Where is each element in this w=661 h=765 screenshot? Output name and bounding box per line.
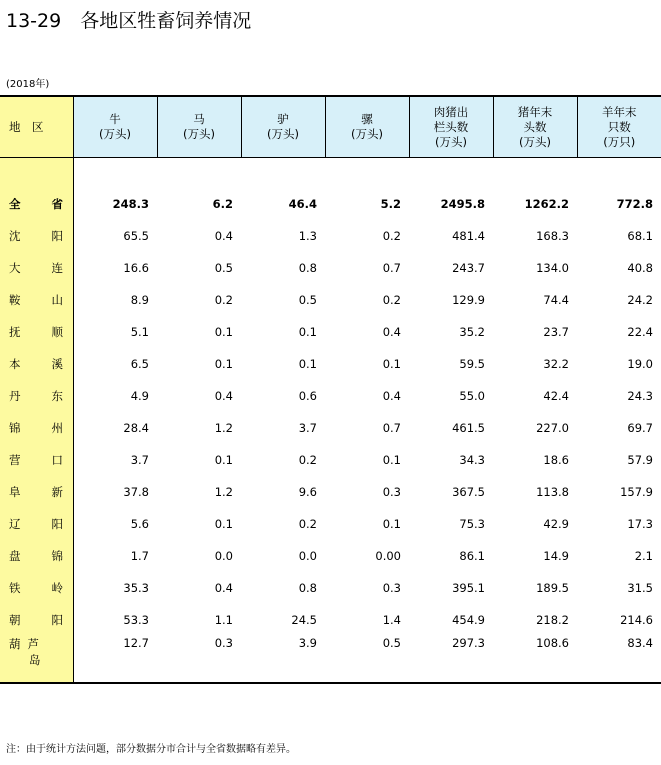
region-name-cell xyxy=(0,476,73,508)
region-name-cell xyxy=(0,508,73,540)
cell-cattle: 53.3 xyxy=(123,613,149,627)
header-line: 羊年末 xyxy=(602,104,637,119)
table-row xyxy=(0,380,661,412)
table-row xyxy=(0,572,661,604)
cell-horse: 0.4 xyxy=(214,229,233,243)
cell-donkey: 0.0 xyxy=(298,549,317,563)
cell-mule: 0.3 xyxy=(382,485,401,499)
cell-hogs-yearend: 189.5 xyxy=(536,581,569,595)
region-name-second: 溪 xyxy=(51,357,63,371)
cell-hogs-yearend: 42.4 xyxy=(543,389,569,403)
cell-mule: 0.1 xyxy=(382,453,401,467)
region-name-first: 铁 xyxy=(9,581,21,595)
cell-sheep-yearend: 31.5 xyxy=(627,581,653,595)
cell-mule: 0.7 xyxy=(382,421,401,435)
region-name-second: 东 xyxy=(51,389,63,403)
header-line: 肉猪出 xyxy=(433,104,469,119)
cell-hogs-slaughtered: 34.3 xyxy=(459,453,485,467)
region-name-first: 大 xyxy=(9,261,21,275)
cell-mule: 0.00 xyxy=(375,549,401,563)
cell-horse: 0.0 xyxy=(214,549,233,563)
region-name-second: 阳 xyxy=(51,613,63,627)
region-name-first: 朝 xyxy=(9,613,21,627)
cell-mule: 0.3 xyxy=(382,581,401,595)
header-mule xyxy=(325,96,409,158)
cell-cattle: 248.3 xyxy=(112,197,149,211)
cell-horse: 1.2 xyxy=(214,485,233,499)
cell-cattle: 1.7 xyxy=(130,549,149,563)
cell-mule: 0.2 xyxy=(382,229,401,243)
cell-sheep-yearend: 22.4 xyxy=(627,325,653,339)
table-row xyxy=(0,348,661,380)
header-line: 猪年末 xyxy=(517,104,553,119)
cell-hogs-yearend: 23.7 xyxy=(543,325,569,339)
header-line: (万头) xyxy=(435,134,467,149)
cell-hogs-yearend: 134.0 xyxy=(536,261,569,275)
header-line: (万头) xyxy=(267,127,299,141)
region-name-first: 辽 xyxy=(9,517,21,531)
region-name-cell xyxy=(0,636,73,683)
cell-sheep-yearend: 17.3 xyxy=(627,517,653,531)
header-region-label: 地 区 xyxy=(9,119,44,134)
cell-mule: 0.7 xyxy=(382,261,401,275)
region-name-second: 岛 xyxy=(29,653,41,667)
cell-cattle: 16.6 xyxy=(123,261,149,275)
cell-hogs-yearend: 168.3 xyxy=(536,229,569,243)
cell-horse: 0.1 xyxy=(214,357,233,371)
region-name-second: 省 xyxy=(51,197,63,211)
cell-sheep-yearend: 69.7 xyxy=(627,421,653,435)
livestock-table xyxy=(0,95,661,684)
header-line: 栏头数 xyxy=(433,119,469,134)
region-name-second: 锦 xyxy=(51,549,63,563)
cell-donkey: 46.4 xyxy=(288,197,317,211)
cell-sheep-yearend: 19.0 xyxy=(627,357,653,371)
table-row xyxy=(0,476,661,508)
cell-mule: 5.2 xyxy=(380,197,401,211)
cell-cattle: 35.3 xyxy=(123,581,149,595)
cell-hogs-slaughtered: 461.5 xyxy=(452,421,485,435)
cell-cattle: 28.4 xyxy=(123,421,149,435)
cell-hogs-yearend: 18.6 xyxy=(543,453,569,467)
header-row xyxy=(0,96,661,158)
region-name-cell xyxy=(0,380,73,412)
cell-hogs-slaughtered: 2495.8 xyxy=(440,197,485,211)
cell-hogs-slaughtered: 454.9 xyxy=(452,613,485,627)
table-row xyxy=(0,412,661,444)
cell-sheep-yearend: 68.1 xyxy=(627,229,653,243)
region-name-first: 盘 xyxy=(9,549,21,563)
cell-mule: 0.1 xyxy=(382,357,401,371)
cell-donkey: 0.8 xyxy=(298,581,317,595)
header-region xyxy=(0,96,73,158)
table-row xyxy=(0,220,661,252)
header-line: 牛 xyxy=(109,112,121,126)
region-name-cell xyxy=(0,188,73,220)
cell-hogs-yearend: 42.9 xyxy=(543,517,569,531)
cell-hogs-slaughtered: 59.5 xyxy=(459,357,485,371)
header-line: 头数 xyxy=(523,119,547,134)
cell-cattle: 65.5 xyxy=(123,229,149,243)
cell-sheep-yearend: 57.9 xyxy=(627,453,653,467)
cell-donkey: 3.9 xyxy=(241,636,325,683)
cell-sheep-yearend: 24.3 xyxy=(627,389,653,403)
cell-hogs-yearend: 108.6 xyxy=(493,636,577,683)
region-name-first: 葫芦 xyxy=(9,637,46,651)
spacer-row xyxy=(0,158,661,189)
region-name-first: 营 xyxy=(9,453,21,467)
header-line: 驴 xyxy=(277,112,289,126)
cell-donkey: 0.6 xyxy=(298,389,317,403)
header-line: 骡 xyxy=(361,112,373,126)
region-name-second: 山 xyxy=(51,293,63,307)
region-name-cell xyxy=(0,572,73,604)
cell-cattle: 12.7 xyxy=(73,636,157,683)
cell-horse: 0.4 xyxy=(214,581,233,595)
cell-cattle: 5.6 xyxy=(130,517,149,531)
region-name-first: 抚 xyxy=(9,325,21,339)
header-line: (万只) xyxy=(603,134,636,149)
header-line: (万头) xyxy=(351,127,383,141)
spacer-cell xyxy=(73,158,661,189)
region-name-cell xyxy=(0,540,73,572)
region-name-second: 口 xyxy=(51,453,63,467)
cell-mule: 0.1 xyxy=(382,517,401,531)
cell-hogs-yearend: 32.2 xyxy=(543,357,569,371)
cell-hogs-slaughtered: 75.3 xyxy=(459,517,485,531)
cell-hogs-slaughtered: 55.0 xyxy=(459,389,485,403)
cell-donkey: 0.5 xyxy=(298,293,317,307)
cell-hogs-slaughtered: 481.4 xyxy=(452,229,485,243)
cell-cattle: 4.9 xyxy=(130,389,149,403)
region-name-first: 锦 xyxy=(9,421,21,435)
table-row xyxy=(0,508,661,540)
cell-horse: 1.1 xyxy=(214,613,233,627)
cell-cattle: 3.7 xyxy=(130,453,149,467)
region-name-first: 鞍 xyxy=(9,293,21,307)
cell-hogs-yearend: 113.8 xyxy=(536,485,569,499)
cell-sheep-yearend: 157.9 xyxy=(620,485,653,499)
cell-donkey: 24.5 xyxy=(291,613,317,627)
total-row xyxy=(0,188,661,220)
cell-donkey: 0.1 xyxy=(298,325,317,339)
region-name-second: 新 xyxy=(51,485,63,499)
cell-hogs-slaughtered: 297.3 xyxy=(409,636,493,683)
cell-horse: 0.1 xyxy=(214,453,233,467)
table-row xyxy=(0,444,661,476)
header-sheep-yearend xyxy=(577,96,661,158)
cell-mule: 0.4 xyxy=(382,325,401,339)
region-name-second: 州 xyxy=(51,421,63,435)
cell-hogs-slaughtered: 395.1 xyxy=(452,581,485,595)
header-line: 马 xyxy=(193,112,205,126)
cell-hogs-slaughtered: 243.7 xyxy=(452,261,485,275)
cell-horse: 0.1 xyxy=(214,325,233,339)
region-name-cell xyxy=(0,348,73,380)
header-line: (万头) xyxy=(99,127,131,141)
footnote: 注：由于统计方法问题，部分数据分市合计与全省数据略有差异。 xyxy=(6,744,296,755)
region-name-cell xyxy=(0,220,73,252)
cell-donkey: 1.3 xyxy=(298,229,317,243)
year-label: (2018年) xyxy=(6,79,50,90)
cell-hogs-slaughtered: 367.5 xyxy=(452,485,485,499)
header-line: (万头) xyxy=(519,134,551,149)
cell-mule: 0.4 xyxy=(382,389,401,403)
region-name-cell xyxy=(0,252,73,284)
region-name-cell xyxy=(0,412,73,444)
cell-donkey: 0.2 xyxy=(298,453,317,467)
cell-sheep-yearend: 24.2 xyxy=(627,293,653,307)
table-row xyxy=(0,284,661,316)
region-name-cell xyxy=(0,284,73,316)
cell-mule: 1.4 xyxy=(382,613,401,627)
region-name-second: 顺 xyxy=(51,325,63,339)
cell-donkey: 0.8 xyxy=(298,261,317,275)
cell-sheep-yearend: 214.6 xyxy=(620,613,653,627)
cell-hogs-slaughtered: 86.1 xyxy=(459,549,485,563)
table-row xyxy=(0,316,661,348)
cell-hogs-yearend: 14.9 xyxy=(543,549,569,563)
cell-mule: 0.5 xyxy=(325,636,409,683)
region-name-cell xyxy=(0,444,73,476)
cell-hogs-yearend: 218.2 xyxy=(536,613,569,627)
cell-cattle: 8.9 xyxy=(130,293,149,307)
region-name-first: 阜 xyxy=(9,485,21,499)
spacer-cell xyxy=(0,158,73,189)
region-name-cell xyxy=(0,604,73,636)
cell-sheep-yearend: 40.8 xyxy=(627,261,653,275)
page-title: 13-29 各地区牲畜饲养情况 xyxy=(6,10,252,32)
region-name-second: 阳 xyxy=(51,229,63,243)
region-name-second: 岭 xyxy=(51,581,63,595)
cell-donkey: 3.7 xyxy=(298,421,317,435)
region-name-second: 连 xyxy=(51,261,63,275)
header-hogs-yearend xyxy=(493,96,577,158)
cell-horse: 0.2 xyxy=(214,293,233,307)
cell-cattle: 37.8 xyxy=(123,485,149,499)
cell-horse: 0.1 xyxy=(214,517,233,531)
region-name-first: 沈 xyxy=(9,229,21,243)
cell-sheep-yearend: 83.4 xyxy=(577,636,661,683)
region-name-cell xyxy=(0,316,73,348)
header-hogs-slaughtered xyxy=(409,96,493,158)
cell-mule: 0.2 xyxy=(382,293,401,307)
region-name-first: 丹 xyxy=(9,389,21,403)
header-line: 只数 xyxy=(607,119,631,134)
cell-hogs-slaughtered: 35.2 xyxy=(459,325,485,339)
cell-cattle: 6.5 xyxy=(130,357,149,371)
header-line: (万头) xyxy=(183,127,215,141)
table-row xyxy=(0,636,661,683)
cell-cattle: 5.1 xyxy=(130,325,149,339)
cell-donkey: 0.2 xyxy=(298,517,317,531)
cell-hogs-slaughtered: 129.9 xyxy=(452,293,485,307)
cell-hogs-yearend: 227.0 xyxy=(536,421,569,435)
table-row xyxy=(0,604,661,636)
region-name-first: 本 xyxy=(9,357,21,371)
cell-horse: 0.4 xyxy=(214,389,233,403)
region-name-first: 全 xyxy=(9,197,21,211)
header-donkey xyxy=(241,96,325,158)
cell-sheep-yearend: 772.8 xyxy=(616,197,653,211)
table-body xyxy=(0,158,661,684)
cell-hogs-yearend: 74.4 xyxy=(543,293,569,307)
table-row xyxy=(0,252,661,284)
cell-horse: 1.2 xyxy=(214,421,233,435)
header-horse xyxy=(157,96,241,158)
cell-donkey: 9.6 xyxy=(298,485,317,499)
cell-hogs-yearend: 1262.2 xyxy=(524,197,569,211)
cell-sheep-yearend: 2.1 xyxy=(634,549,653,563)
region-name-second: 阳 xyxy=(51,517,63,531)
header-cattle xyxy=(73,96,157,158)
cell-horse: 6.2 xyxy=(212,197,233,211)
cell-donkey: 0.1 xyxy=(298,357,317,371)
cell-horse: 0.5 xyxy=(214,261,233,275)
cell-horse: 0.3 xyxy=(157,636,241,683)
table-row xyxy=(0,540,661,572)
